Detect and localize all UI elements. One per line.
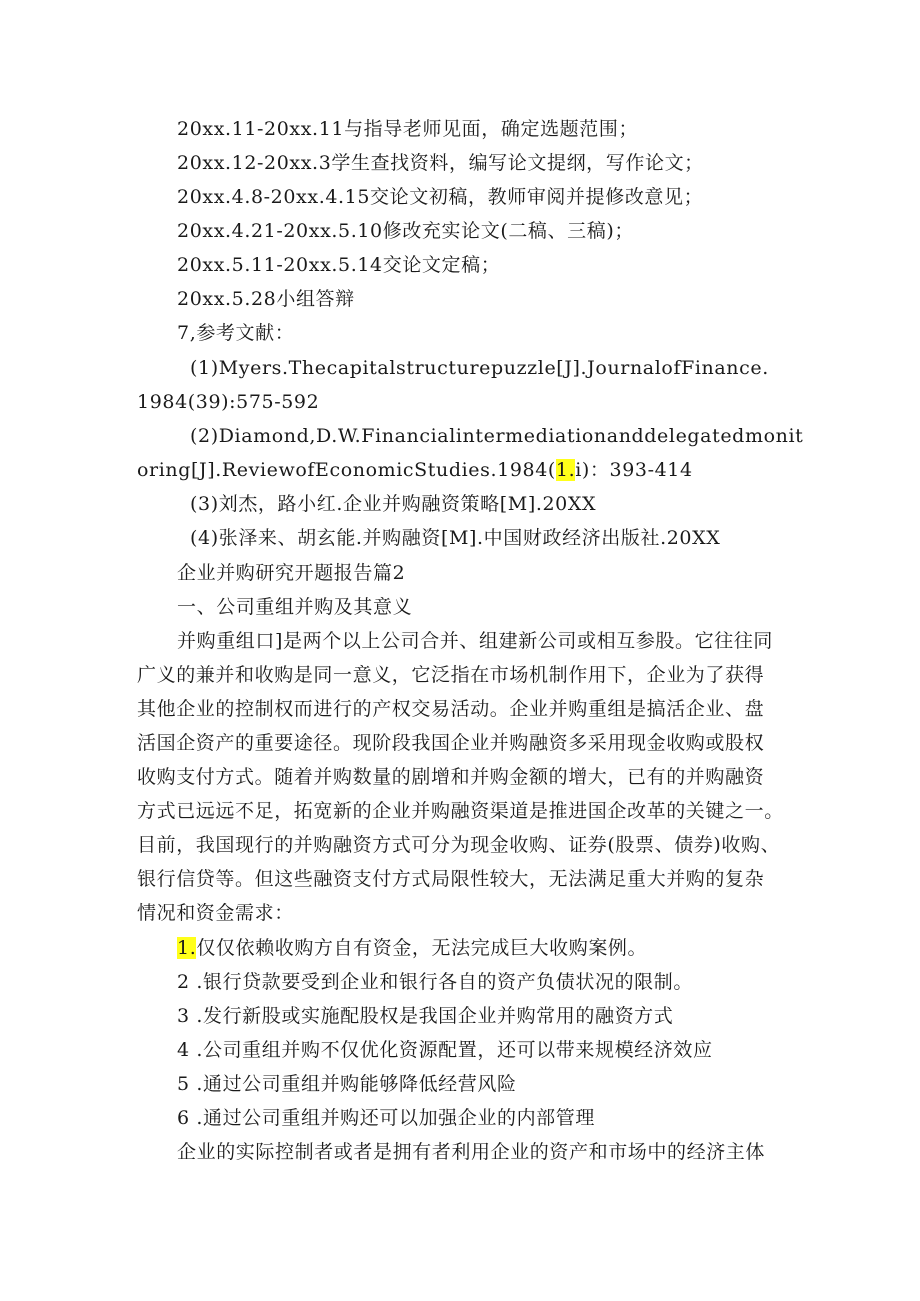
- reference-3: (3)刘杰，路小红.企业并购融资策略[M].20XX: [190, 493, 597, 515]
- reference-2-line-1: (2)Diamond,D.W.Financialintermediationanddelegatedmonit: [190, 425, 804, 447]
- paragraph-line-1: 并购重组口]是两个以上公司合并、组建新公司或相互参股。它往往同: [177, 630, 774, 652]
- list-item-1-text: 仅仅依赖收购方自有资金，无法完成巨大收购案例。: [196, 937, 648, 959]
- schedule-line-2: 20xx.12-20xx.3学生查找资料，编写论文提纲，写作论文；: [177, 152, 704, 174]
- schedule-line-6: 20xx.5.28小组答辩: [177, 288, 355, 310]
- paragraph-2-line-1: 企业的实际控制者或者是拥有者利用企业的资产和市场中的经济主体: [177, 1141, 766, 1163]
- paragraph-line-5: 收购支付方式。随着并购数量的剧增和并购金额的增大，已有的并购融资: [137, 766, 765, 788]
- paragraph-line-7: 目前，我国现行的并购融资方式可分为现金收购、证券(股票、债券)收购、: [137, 834, 781, 856]
- list-item-6: 6 .通过公司重组并购还可以加强企业的内部管理: [177, 1107, 595, 1129]
- schedule-line-3: 20xx.4.8-20xx.4.15交论文初稿，教师审阅并提修改意见；: [177, 186, 704, 208]
- list-item-2: 2 .银行贷款要受到企业和银行各自的资产负债状况的限制。: [177, 971, 693, 993]
- paragraph-line-8: 银行信贷等。但这些融资支付方式局限性较大，无法满足重大并购的复杂: [137, 868, 765, 890]
- paragraph-line-4: 活国企资产的重要途径。现阶段我国企业并购融资多采用现金收购或股权: [137, 732, 765, 754]
- reference-2-text-pre: oring[J].ReviewofEconomicStudies.1984(: [137, 459, 556, 481]
- section-title: 企业并购研究开题报告篇2: [177, 562, 406, 584]
- paragraph-line-2: 广义的兼并和收购是同一意义，它泛指在市场机制作用下，企业为了获得: [137, 664, 765, 686]
- list-item-1-number: 1.: [177, 937, 197, 959]
- paragraph-line-3: 其他企业的控制权而进行的产权交易活动。企业并购重组是搞活企业、盘: [137, 698, 765, 720]
- reference-2-text-post: i)：393-414: [575, 459, 693, 481]
- references-heading: 7,参考文献：: [177, 322, 295, 344]
- paragraph-line-6: 方式已远远不足，拓宽新的企业并购融资渠道是推进国企改革的关键之一。: [137, 800, 784, 822]
- schedule-line-1: 20xx.11-20xx.11与指导老师见面，确定选题范围；: [177, 118, 639, 140]
- list-item-4: 4 .公司重组并购不仅优化资源配置，还可以带来规模经济效应: [177, 1039, 713, 1061]
- paragraph-line-9: 情况和资金需求：: [137, 902, 294, 924]
- reference-1-line-2: 1984(39):575-592: [137, 391, 320, 413]
- schedule-line-5: 20xx.5.11-20xx.5.14交论文定稿；: [177, 254, 501, 276]
- schedule-line-4: 20xx.4.21-20xx.5.10修改充实论文(二稿、三稿)；: [177, 220, 634, 242]
- list-item-1: [177, 935, 647, 961]
- list-item-5: 5 .通过公司重组并购能够降低经营风险: [177, 1073, 517, 1095]
- highlighted-text: 1.: [555, 459, 576, 481]
- reference-1-line-1: (1)Myers.Thecapitalstructurepuzzle[J].JournalofFinance.: [190, 357, 769, 379]
- reference-4: (4)张泽来、胡玄能.并购融资[M].中国财政经济出版社.20XX: [190, 527, 721, 549]
- list-item-3: 3 .发行新股或实施配股权是我国企业并购常用的融资方式: [177, 1005, 674, 1027]
- reference-2-line-2: [137, 457, 693, 483]
- subsection-title: 一、公司重组并购及其意义: [177, 596, 413, 618]
